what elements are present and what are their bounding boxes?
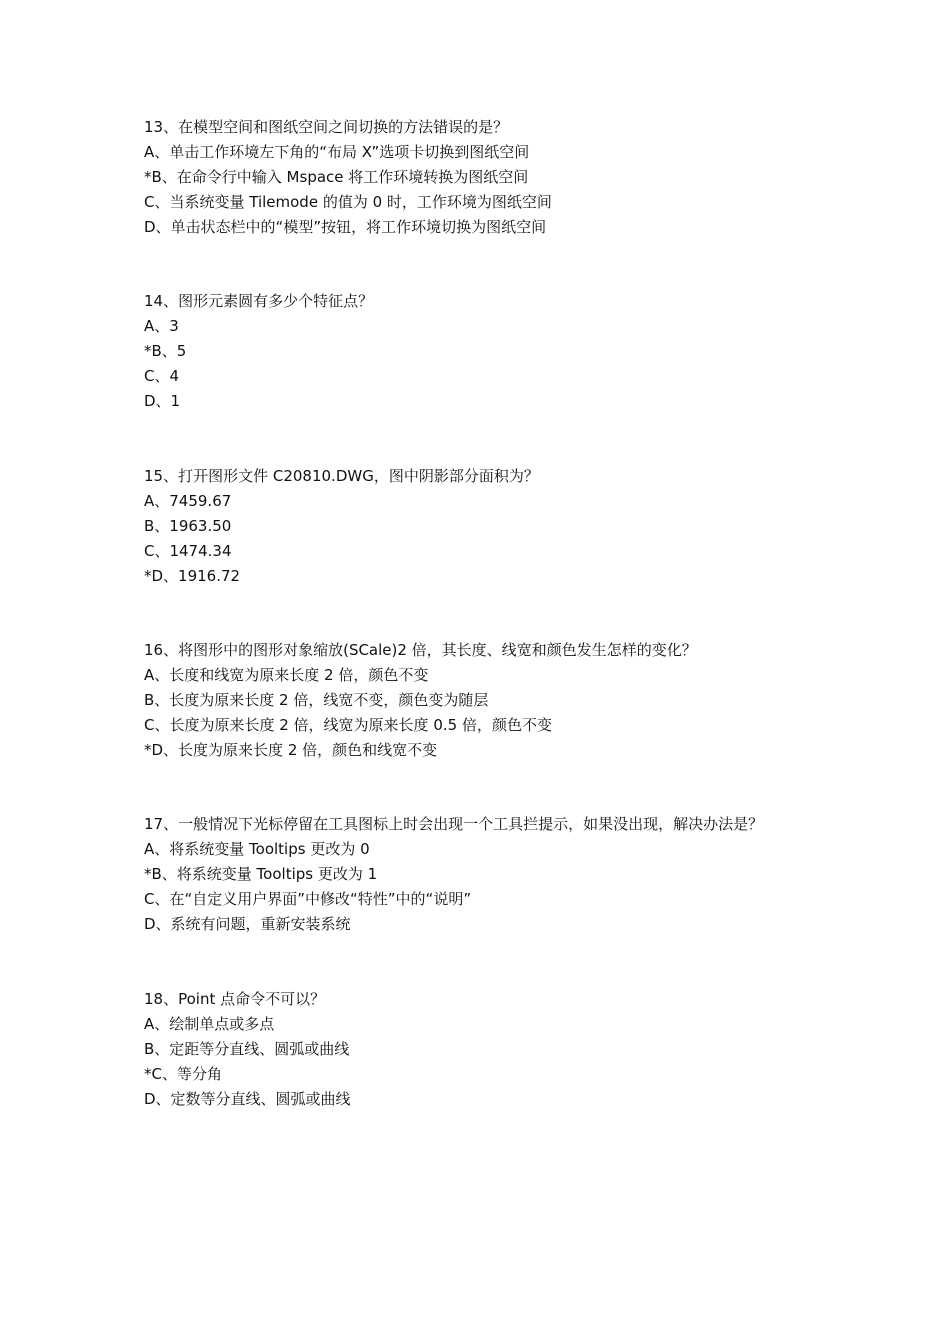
question-16 [144, 638, 844, 763]
option-c: *C、等分角 [144, 1065, 222, 1083]
option-c: C、1474.34 [144, 542, 232, 560]
option-a: A、单击工作环境左下角的“布局 X”选项卡切换到图纸空间 [144, 143, 530, 161]
option-d: D、1 [144, 392, 181, 410]
option-b: B、1963.50 [144, 517, 232, 535]
question-stem: 15、打开图形文件 C20810.DWG，图中阴影部分面积为？ [144, 467, 539, 485]
option-b: *B、将系统变量 Tooltips 更改为 1 [144, 865, 378, 883]
question-stem: 14、图形元素圆有多少个特征点？ [144, 292, 374, 310]
option-c: C、在“自定义用户界面”中修改“特性”中的“说明” [144, 890, 472, 908]
option-c: C、4 [144, 367, 180, 385]
question-stem: 18、Point 点命令不可以？ [144, 990, 326, 1008]
option-b: *B、5 [144, 342, 187, 360]
question-stem: 16、将图形中的图形对象缩放(SCale)2 倍，其长度、线宽和颜色发生怎样的变化？ [144, 641, 697, 659]
option-c: C、当系统变量 Tilemode 的值为 0 时，工作环境为图纸空间 [144, 193, 552, 211]
option-c: C、长度为原来长度 2 倍，线宽为原来长度 0.5 倍，颜色不变 [144, 716, 552, 734]
question-18 [144, 987, 844, 1112]
question-13 [144, 115, 844, 240]
option-d: D、定数等分直线、圆弧或曲线 [144, 1090, 351, 1108]
option-a: A、绘制单点或多点 [144, 1015, 275, 1033]
option-d: D、单击状态栏中的“模型”按钮，将工作环境切换为图纸空间 [144, 218, 547, 236]
option-a: A、长度和线宽为原来长度 2 倍，颜色不变 [144, 666, 429, 684]
option-a: A、7459.67 [144, 492, 232, 510]
option-b: *B、在命令行中输入 Mspace 将工作环境转换为图纸空间 [144, 168, 529, 186]
option-d: *D、长度为原来长度 2 倍，颜色和线宽不变 [144, 741, 438, 759]
option-d: D、系统有问题，重新安装系统 [144, 915, 351, 933]
question-14 [144, 289, 844, 414]
question-stem: 17、一般情况下光标停留在工具图标上时会出现一个工具拦提示，如果没出现，解决办法是？ [144, 815, 764, 833]
option-a: A、3 [144, 317, 179, 335]
option-a: A、将系统变量 Tooltips 更改为 0 [144, 840, 370, 858]
question-17 [144, 812, 844, 937]
question-stem: 13、在模型空间和图纸空间之间切换的方法错误的是？ [144, 118, 509, 136]
question-15 [144, 464, 844, 589]
option-b: B、定距等分直线、圆弧或曲线 [144, 1040, 350, 1058]
option-d: *D、1916.72 [144, 567, 241, 585]
option-b: B、长度为原来长度 2 倍，线宽不变，颜色变为随层 [144, 691, 489, 709]
